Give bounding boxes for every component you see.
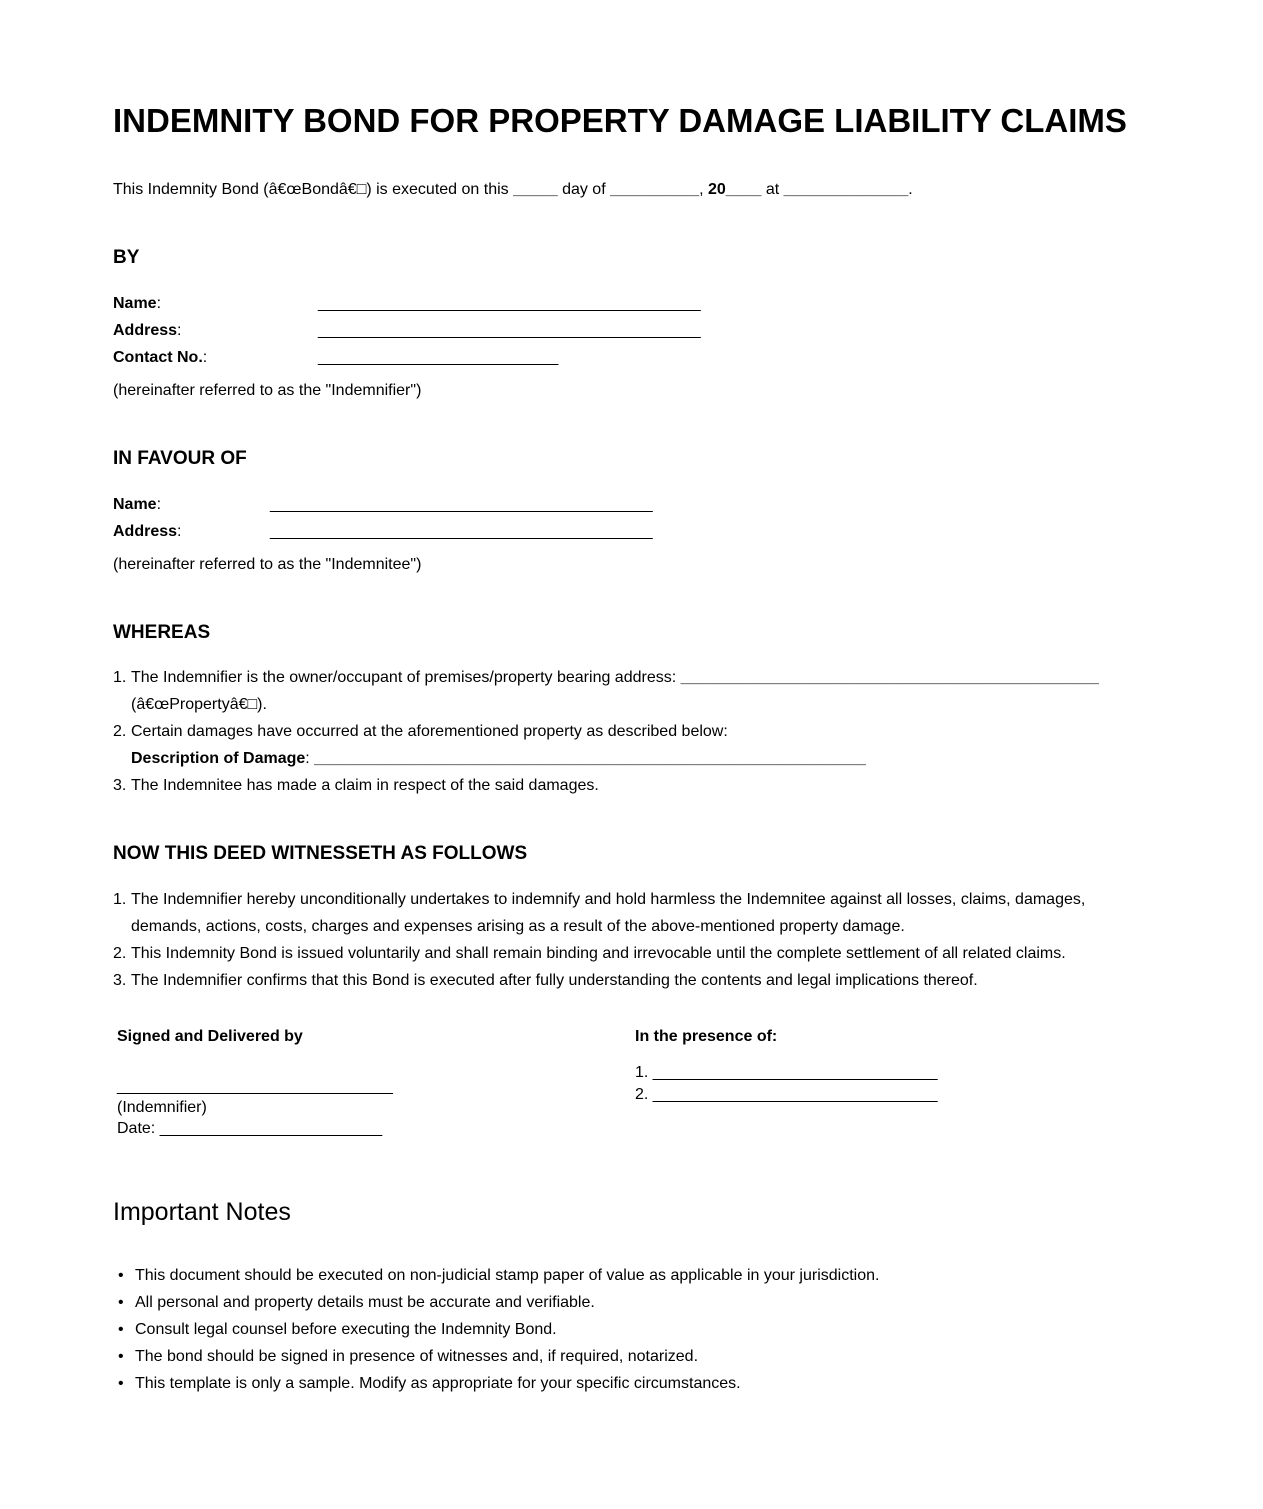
- field-label: [113, 491, 270, 518]
- section-important-notes: [113, 1197, 1150, 1397]
- intro-text-pre: This Indemnity Bond (â€œBondâ€□) is executed on this: [113, 180, 509, 198]
- section-heading-whereas: WHEREAS: [113, 621, 211, 643]
- note-item-text: All personal and property details must be accurate and verifiable.: [135, 1294, 595, 1312]
- list-item: [113, 940, 1150, 967]
- blank-line-address: ___________________________________________: [270, 522, 653, 540]
- signed-and-delivered-label: Signed and Delivered by: [117, 1028, 303, 1046]
- field-label-colon: :: [177, 522, 182, 540]
- field-label-text: Address: [113, 522, 178, 540]
- list-number: 2.: [113, 945, 127, 963]
- in-presence-of-label: In the presence of:: [635, 1028, 778, 1046]
- list-item-text: [131, 664, 1150, 718]
- list-item: [113, 1370, 1150, 1397]
- field-label: [113, 344, 318, 371]
- list-item: [113, 1289, 1150, 1316]
- list-number: 2.: [113, 723, 127, 741]
- section-whereas: [113, 622, 1150, 800]
- bullet-icon: •: [118, 1348, 124, 1366]
- form-row-contact: [113, 344, 1150, 371]
- whereas-item1-text: The Indemnifier is the owner/occupant of premises/property bearing address:: [131, 669, 677, 687]
- field-label-colon: :: [202, 348, 208, 366]
- note-item-text: This template is only a sample. Modify as appropriate for your specific circumstances.: [135, 1375, 741, 1393]
- section-heading-in-favour-of: IN FAVOUR OF: [113, 447, 247, 469]
- list-item: [113, 886, 1150, 940]
- list-number: 3.: [113, 972, 127, 990]
- blank-witness2-line: ________________________________: [652, 1086, 938, 1104]
- blank-line-contact: ___________________________: [318, 348, 559, 366]
- witness-number: 1.: [635, 1064, 649, 1082]
- deed-item1-text: The Indemnifier hereby unconditionally undertakes to indemnify and hold harmless the Indemnitee against all losses, claims, damages, demands, actions, costs, charges and expenses arising as a result of the above-mentioned property damage.: [131, 891, 1086, 936]
- whereas-list: [113, 664, 1150, 799]
- blank-month: __________: [610, 180, 700, 198]
- section-by: [113, 247, 1150, 404]
- description-label: Description of Damage: [131, 750, 306, 768]
- list-item-text: [131, 718, 1150, 772]
- list-item: [113, 772, 1150, 799]
- date-row: [117, 1118, 635, 1139]
- field-label: [113, 518, 270, 545]
- intro-period: .: [908, 180, 913, 198]
- important-notes-heading: Important Notes: [113, 1198, 291, 1227]
- field-label-colon: :: [156, 294, 162, 312]
- section-deed: [113, 843, 1150, 994]
- blank-line-name: ___________________________________________: [270, 495, 653, 513]
- section-heading-by: BY: [113, 246, 140, 268]
- blank-witness1-line: ________________________________: [652, 1064, 938, 1082]
- document-title: INDEMNITY BOND FOR PROPERTY DAMAGE LIABILITY CLAIMS: [113, 102, 1127, 139]
- note-item-text: This document should be executed on non-judicial stamp paper of value as applicable in your jurisdiction.: [135, 1267, 880, 1285]
- intro-text-day-of: day of: [562, 180, 606, 198]
- bullet-icon: •: [118, 1321, 124, 1339]
- list-number: 3.: [113, 777, 127, 795]
- whereas-item1-continuation: (â€œPropertyâ€□).: [131, 696, 267, 714]
- field-label-text: Name: [113, 495, 157, 513]
- indemnifier-note: (hereinafter referred to as the "Indemnifier"): [113, 381, 422, 399]
- witness-block: [635, 1027, 1150, 1139]
- description-of-damage-row: [131, 745, 1150, 772]
- signature-section: [113, 1027, 1150, 1139]
- list-item: [113, 718, 1150, 772]
- indemnifier-caption: (Indemnifier): [117, 1099, 207, 1117]
- signature-line: _______________________________: [117, 1078, 393, 1096]
- blank-day: _____: [513, 180, 558, 198]
- witness-lines: [635, 1062, 1150, 1106]
- field-label-text: Contact No.: [113, 348, 203, 366]
- intro-text-at: at: [765, 180, 780, 198]
- description-label-colon: :: [305, 750, 310, 768]
- whereas-item2-text: Certain damages have occurred at the aforementioned property as described below:: [131, 723, 728, 741]
- whereas-item3-text: The Indemnitee has made a claim in respect of the said damages.: [131, 777, 599, 795]
- indemnitee-note: (hereinafter referred to as the "Indemnitee"): [113, 555, 422, 573]
- form-row-address: [113, 317, 1150, 344]
- field-label-colon: :: [177, 321, 182, 339]
- blank-property-address: _______________________________________________: [680, 669, 1099, 687]
- witness-number: 2.: [635, 1086, 649, 1104]
- witness-row: [635, 1084, 1150, 1106]
- list-item: [113, 1262, 1150, 1289]
- section-in-favour-of: [113, 448, 1150, 578]
- field-label: [113, 290, 318, 317]
- blank-damage-description: ______________________________________________________________: [314, 750, 866, 768]
- field-label: [113, 317, 318, 344]
- blank-line-address: ___________________________________________: [318, 321, 701, 339]
- form-row-address: [113, 518, 1150, 545]
- list-number: 1.: [113, 891, 127, 909]
- field-label-text: Address: [113, 321, 178, 339]
- witness-row: [635, 1062, 1150, 1084]
- intro-year-prefix: 20: [708, 180, 726, 198]
- form-row-name: [113, 491, 1150, 518]
- date-label: Date:: [117, 1120, 156, 1138]
- intro-paragraph: [113, 176, 1150, 203]
- document-page: [113, 0, 1150, 1509]
- field-label-text: Name: [113, 294, 157, 312]
- list-number: 1.: [113, 669, 127, 687]
- deed-item2-text: This Indemnity Bond is issued voluntarily and shall remain binding and irrevocable until the complete settlement of all related claims.: [131, 945, 1066, 963]
- field-label-colon: :: [156, 495, 162, 513]
- bullet-icon: •: [118, 1375, 124, 1393]
- signature-block-indemnifier: [113, 1027, 635, 1139]
- deed-list: [113, 886, 1150, 994]
- section-heading-deed: NOW THIS DEED WITNESSETH AS FOLLOWS: [113, 843, 528, 865]
- form-row-name: [113, 290, 1150, 317]
- intro-comma: ,: [699, 180, 704, 198]
- list-item: [113, 1343, 1150, 1370]
- list-item: [113, 967, 1150, 994]
- note-item-text: Consult legal counsel before executing the Indemnity Bond.: [135, 1321, 557, 1339]
- note-item-text: The bond should be signed in presence of witnesses and, if required, notarized.: [135, 1348, 699, 1366]
- blank-line-name: ___________________________________________: [318, 294, 701, 312]
- deed-item3-text: The Indemnifier confirms that this Bond is executed after fully understanding the contents and legal implications thereof.: [131, 972, 978, 990]
- bullet-icon: •: [118, 1294, 124, 1312]
- blank-date-line: _________________________: [159, 1120, 383, 1138]
- list-item: [113, 664, 1150, 718]
- blank-year: ____: [725, 180, 762, 198]
- blank-place: ______________: [783, 180, 909, 198]
- notes-list: [113, 1262, 1150, 1397]
- bullet-icon: •: [118, 1267, 124, 1285]
- list-item: [113, 1316, 1150, 1343]
